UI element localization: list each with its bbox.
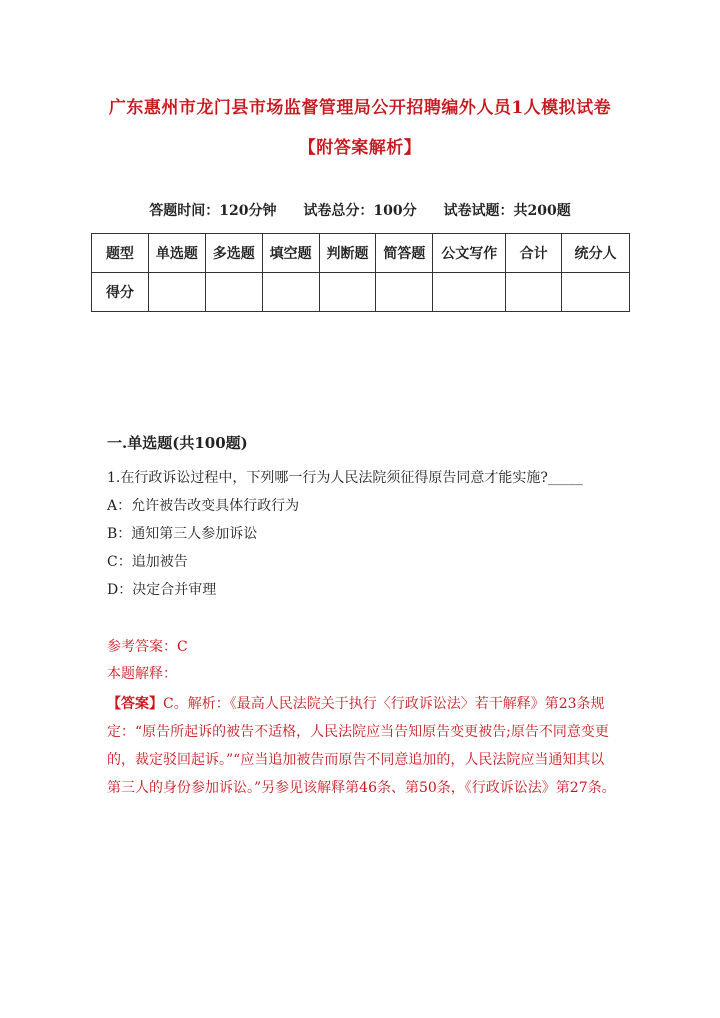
score-table-header: 公文写作	[433, 234, 506, 273]
score-cell	[433, 273, 506, 312]
score-row-label: 得分	[92, 273, 149, 312]
exam-total-score: 试卷总分：100分	[303, 203, 417, 219]
document-subtitle: 【附答案解析】	[298, 138, 422, 158]
option-a: A：允许被告改变具体行政行为	[107, 498, 300, 514]
score-table-header: 合计	[506, 234, 562, 273]
question-stem: 1.在行政诉讼过程中，下列哪一行为人民法院须征得原告同意才能实施?_____	[107, 470, 583, 486]
score-table-header: 简答题	[376, 234, 433, 273]
score-cell	[562, 273, 630, 312]
section-heading: 一.单选题(共100题)	[107, 434, 248, 452]
document-title: 广东惠州市龙门县市场监督管理局公开招聘编外人员1人模拟试卷	[108, 98, 612, 118]
explanation-text: C。解析：《最高人民法院关于执行〈行政诉讼法〉若干解释》第23条规定：“原告所起诉的被告不适格，人民法院应当告知原告变更被告;原告不同意变更的，裁定驳回起诉。”“应当追加被告而原告不同意追加的，人民法院应当通知其以第三人的身份参加诉讼。”另参见该解释第46条、第50条，《行政诉讼法》第27条。	[107, 696, 616, 796]
option-b: B：通知第三人参加诉讼	[107, 526, 258, 542]
score-table-header: 多选题	[205, 234, 262, 273]
score-cell	[376, 273, 433, 312]
score-cell	[205, 273, 262, 312]
option-c: C：追加被告	[107, 554, 188, 570]
score-table-score-row	[92, 273, 630, 312]
exam-time: 答题时间：120分钟	[149, 203, 277, 219]
score-cell	[148, 273, 205, 312]
score-cell	[506, 273, 562, 312]
answer-tag: 【答案】	[107, 696, 163, 712]
score-table-header: 题型	[92, 234, 149, 273]
score-table-header: 判断题	[319, 234, 376, 273]
score-table-header-row	[92, 234, 630, 273]
score-cell	[262, 273, 319, 312]
explanation-label: 本题解释：	[107, 666, 177, 682]
exam-meta	[0, 200, 720, 220]
option-d: D：决定合并审理	[107, 582, 217, 598]
score-cell	[319, 273, 376, 312]
score-table-header: 统分人	[562, 234, 630, 273]
score-table-header: 填空题	[262, 234, 319, 273]
score-table	[91, 233, 630, 312]
explanation-paragraph	[107, 690, 617, 802]
exam-total-questions: 试卷试题：共200题	[443, 203, 571, 219]
reference-answer: 参考答案：C	[107, 639, 188, 655]
score-table-header: 单选题	[148, 234, 205, 273]
